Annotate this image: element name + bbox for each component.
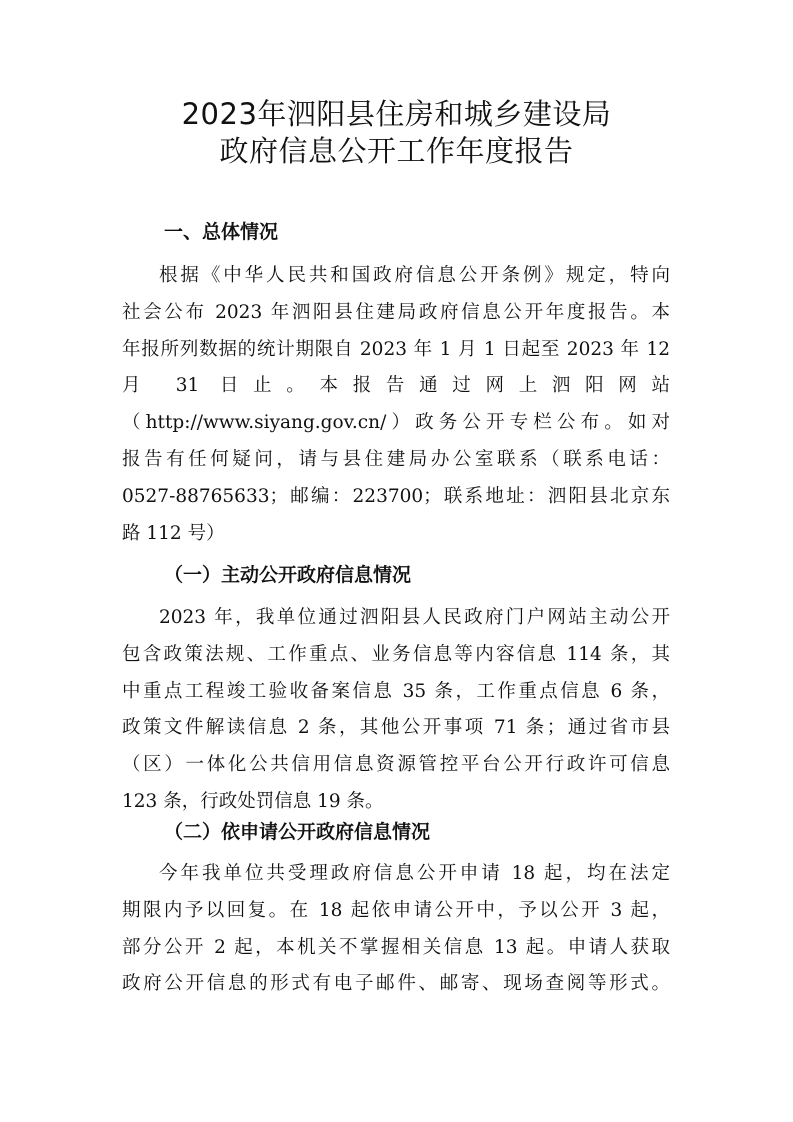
paragraph-line: 部分公开 2 起，本机关不掌握相关信息 13 起。申请人获取 xyxy=(122,936,670,958)
paragraph-line: 月 31 日止。本报告通过网上泗阳网站 xyxy=(122,375,670,397)
paragraph-line: 路 112 号） xyxy=(122,522,225,544)
paragraph-line: 社会公布 2023 年泗阳县住建局政府信息公开年度报告。本 xyxy=(122,301,670,323)
subsection-heading-active-disclosure: （一）主动公开政府信息情况 xyxy=(164,564,412,586)
paragraph-line: 期限内予以回复。在 18 起依申请公开中，予以公开 3 起， xyxy=(122,899,670,921)
paragraph-line: 政策文件解读信息 2 条，其他公开事项 71 条；通过省市县 xyxy=(122,717,670,739)
report-title-line-1: 2023年泗阳县住房和城乡建设局 xyxy=(181,97,612,131)
paragraph-line: （区）一体化公共信用信息资源管控平台公开行政许可信息 xyxy=(122,754,670,776)
paragraph-line: 中重点工程竣工验收备案信息 35 条，工作重点信息 6 条， xyxy=(122,680,670,702)
request-disclosure-paragraph xyxy=(122,856,670,1003)
active-disclosure-paragraph xyxy=(122,600,670,821)
paragraph-line: 123 条，行政处罚信息 19 条。 xyxy=(122,790,384,812)
paragraph-line: 年报所列数据的统计期限自 2023 年 1 月 1 日起至 2023 年 12 xyxy=(122,338,670,360)
paragraph-line: 2023 年，我单位通过泗阳县人民政府门户网站主动公开 xyxy=(159,607,670,628)
paragraph-line: 报告有任何疑问，请与县住建局办公室联系（联系电话： xyxy=(122,448,670,470)
paragraph-line: 政府公开信息的形式有电子邮件、邮寄、现场查阅等形式。 xyxy=(122,973,670,995)
paragraph-line: 今年我单位共受理政府信息公开申请 18 起，均在法定 xyxy=(159,863,670,884)
paragraph-line: 包含政策法规、工作重点、业务信息等内容信息 114 条，其 xyxy=(122,643,670,665)
subsection-heading-request-disclosure: （二）依申请公开政府信息情况 xyxy=(164,821,431,843)
paragraph-line: 0527-88765633；邮编：223700；联系地址：泗阳县北京东 xyxy=(122,485,670,507)
paragraph-line: 根据《中华人民共和国政府信息公开条例》规定，特向 xyxy=(159,265,670,286)
paragraph-line: （http://www.siyang.gov.cn/）政务公开专栏公布。如对 xyxy=(122,412,670,434)
section-heading-overview: 一、总体情况 xyxy=(164,221,279,243)
overview-paragraph xyxy=(122,258,670,552)
report-title-line-2: 政府信息公开工作年度报告 xyxy=(219,134,574,168)
